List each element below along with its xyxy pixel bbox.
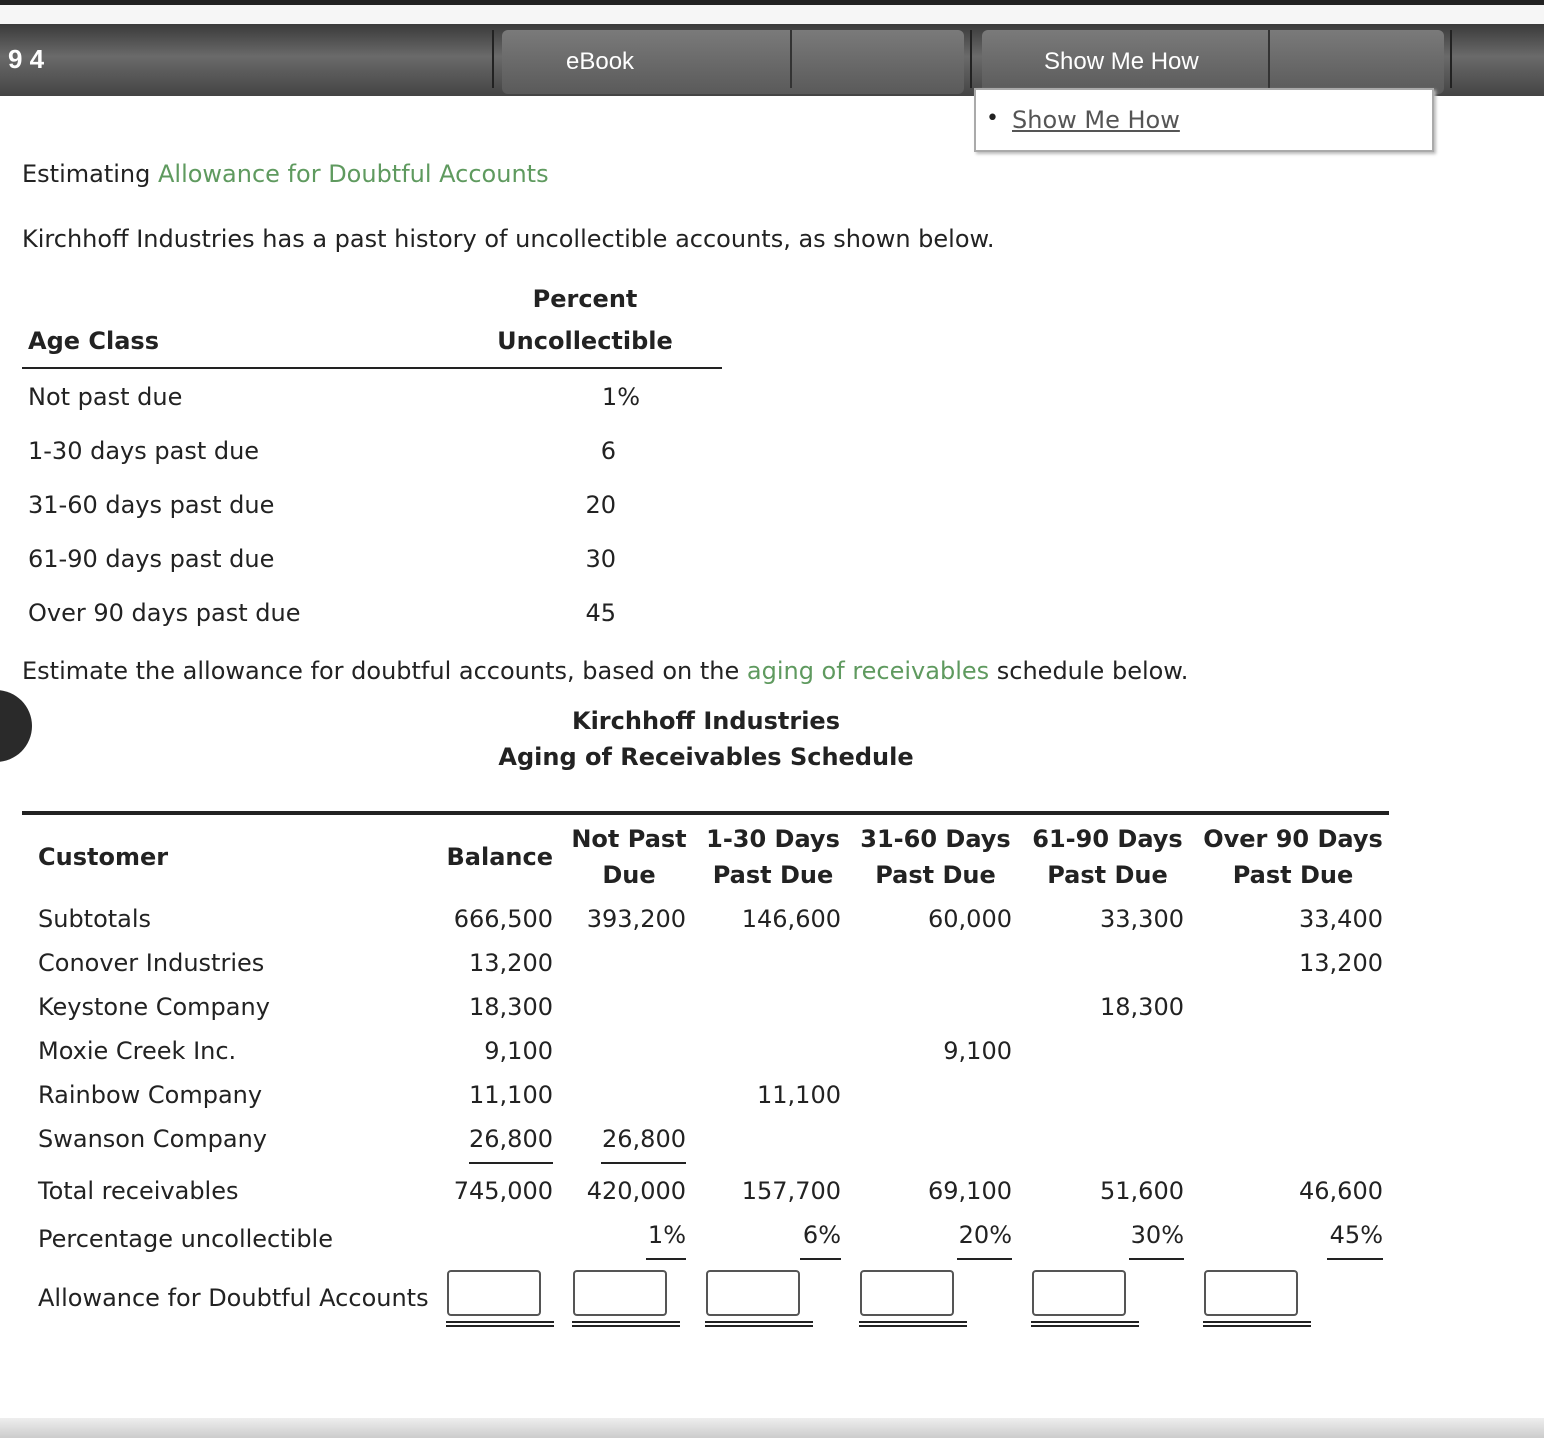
aging-of-receivables-link[interactable]: aging of receivables xyxy=(746,657,990,685)
schedule-title: Aging of Receivables Schedule xyxy=(498,743,914,771)
schedule-cell-c3: 18,300 xyxy=(1100,993,1184,1021)
d61-90-header: 61-90 Days xyxy=(1032,825,1183,853)
schedule-cell-c1: 11,100 xyxy=(757,1081,841,1109)
allowance-link[interactable]: Allowance for Doubtful Accounts xyxy=(157,160,549,188)
toolbar-divider xyxy=(492,30,494,88)
page-title: Estimating Allowance for Doubtful Accounts xyxy=(22,160,549,188)
schedule-cell-balance: 11,100 xyxy=(469,1081,553,1109)
schedule-cell-c3: 33,300 xyxy=(1100,905,1184,933)
history-age: 1-30 days past due xyxy=(28,437,260,465)
customer-name: Subtotals xyxy=(38,905,152,933)
over90-header: Over 90 Days xyxy=(1203,825,1383,853)
allowance-1-30-input[interactable] xyxy=(706,1270,800,1316)
percent-cell-c3: 30% xyxy=(1130,1221,1184,1249)
history-pct: 20 xyxy=(585,491,616,519)
bullet-icon: • xyxy=(986,106,999,131)
double-underline xyxy=(446,1321,554,1327)
show-me-how-tab[interactable] xyxy=(982,30,1444,94)
schedule-cell-balance: 26,800 xyxy=(469,1125,553,1153)
history-pct: 45 xyxy=(585,599,616,627)
age-class-header: Age Class xyxy=(28,327,159,355)
percent-header-line2: Uncollectible xyxy=(497,327,673,355)
show-me-how-label: Show Me How xyxy=(1044,48,1199,75)
total-cell-c3: 51,600 xyxy=(1100,1177,1184,1205)
history-age: 61-90 days past due xyxy=(28,545,275,573)
customer-name: Swanson Company xyxy=(38,1125,267,1153)
schedule-cell-balance: 18,300 xyxy=(469,993,553,1021)
total-cell-c1: 157,700 xyxy=(741,1177,841,1205)
percent-label: Percentage uncollectible xyxy=(38,1225,333,1253)
toolbar-divider xyxy=(1450,30,1452,88)
not-past-due-header: Due xyxy=(602,861,656,889)
double-underline xyxy=(1031,1321,1139,1327)
history-age: Over 90 days past due xyxy=(28,599,301,627)
d1-30-header: Past Due xyxy=(712,861,834,889)
total-cell-c2: 69,100 xyxy=(928,1177,1012,1205)
schedule-cell-c4: 13,200 xyxy=(1299,949,1383,977)
percent-cell-c0: 1% xyxy=(647,1221,686,1249)
side-circle-handle[interactable] xyxy=(0,690,32,762)
schedule-cell-balance: 13,200 xyxy=(469,949,553,977)
not-past-due-underline xyxy=(601,1162,686,1164)
schedule-cell-balance: 9,100 xyxy=(484,1037,553,1065)
schedule-company: Kirchhoff Industries xyxy=(571,707,840,735)
schedule-cell-balance: 666,500 xyxy=(453,905,553,933)
percent-cell-c1: 6% xyxy=(802,1221,841,1249)
double-underline xyxy=(859,1321,967,1327)
d1-30-header: 1-30 Days xyxy=(706,825,840,853)
allowance-balance-input[interactable] xyxy=(447,1270,541,1316)
ebook-tab[interactable] xyxy=(502,30,964,94)
allowance-not-past-due-input[interactable] xyxy=(573,1270,667,1316)
customer-name: Rainbow Company xyxy=(38,1081,263,1109)
allowance-label: Allowance for Doubtful Accounts xyxy=(38,1284,429,1312)
schedule-cell-c2: 60,000 xyxy=(928,905,1012,933)
show-me-how-link[interactable]: Show Me How xyxy=(1012,106,1180,134)
percent-cell-c2: 20% xyxy=(958,1221,1012,1249)
d31-60-header: Past Due xyxy=(875,861,996,889)
over90-header: Past Due xyxy=(1232,861,1354,889)
schedule-cell-c2: 9,100 xyxy=(943,1037,1012,1065)
pct-underline xyxy=(1129,1258,1184,1260)
total-label: Total receivables xyxy=(38,1177,239,1205)
allowance-31-60-input[interactable] xyxy=(860,1270,954,1316)
balance-header: Balance xyxy=(446,843,553,871)
double-underline xyxy=(572,1321,680,1327)
schedule-cell-c0: 26,800 xyxy=(602,1125,686,1153)
total-cell-c4: 46,600 xyxy=(1299,1177,1383,1205)
top-strip xyxy=(0,0,1544,24)
history-age: Not past due xyxy=(28,383,183,411)
bottom-scroll-edge xyxy=(0,1418,1544,1438)
pct-underline xyxy=(1327,1258,1383,1260)
pct-underline xyxy=(800,1258,841,1260)
total-cell-balance: 745,000 xyxy=(453,1177,553,1205)
header-rule xyxy=(22,367,722,369)
toolbar-divider xyxy=(970,30,972,88)
show-me-how-dropdown xyxy=(974,88,1434,152)
d31-60-header: 31-60 Days xyxy=(860,825,1011,853)
question-number: 9 4 xyxy=(8,44,45,74)
schedule-top-rule xyxy=(22,811,1389,815)
history-pct: 30 xyxy=(585,545,616,573)
pct-underline xyxy=(957,1258,1012,1260)
intro-text: Kirchhoff Industries has a past history of uncollectible accounts, as shown below. xyxy=(22,225,995,253)
allowance-over90-input[interactable] xyxy=(1204,1270,1298,1316)
allowance-61-90-input[interactable] xyxy=(1032,1270,1126,1316)
ebook-label: eBook xyxy=(566,48,635,75)
schedule-cell-c4: 33,400 xyxy=(1299,905,1383,933)
history-pct: 6 xyxy=(600,437,616,465)
history-pct: 1% xyxy=(601,383,640,411)
total-cell-c0: 420,000 xyxy=(586,1177,686,1205)
not-past-due-header: Not Past xyxy=(571,825,687,853)
customer-name: Moxie Creek Inc. xyxy=(38,1037,237,1065)
toolbar-divider xyxy=(790,30,792,88)
balance-underline xyxy=(469,1162,553,1164)
percent-header-line1: Percent xyxy=(532,285,638,313)
history-age: 31-60 days past due xyxy=(28,491,275,519)
schedule-cell-c0: 393,200 xyxy=(586,905,686,933)
toolbar-divider xyxy=(1268,30,1270,88)
customer-header: Customer xyxy=(38,843,169,871)
d61-90-header: Past Due xyxy=(1047,861,1168,889)
double-underline xyxy=(1203,1321,1311,1327)
percent-cell-c4: 45% xyxy=(1329,1221,1383,1249)
customer-name: Keystone Company xyxy=(38,993,270,1021)
customer-name: Conover Industries xyxy=(38,949,265,977)
instruction-text: Estimate the allowance for doubtful accounts, based on the aging of receivables schedule below. xyxy=(22,657,1189,685)
pct-underline xyxy=(646,1258,686,1260)
double-underline xyxy=(705,1321,813,1327)
schedule-cell-c1: 146,600 xyxy=(741,905,841,933)
